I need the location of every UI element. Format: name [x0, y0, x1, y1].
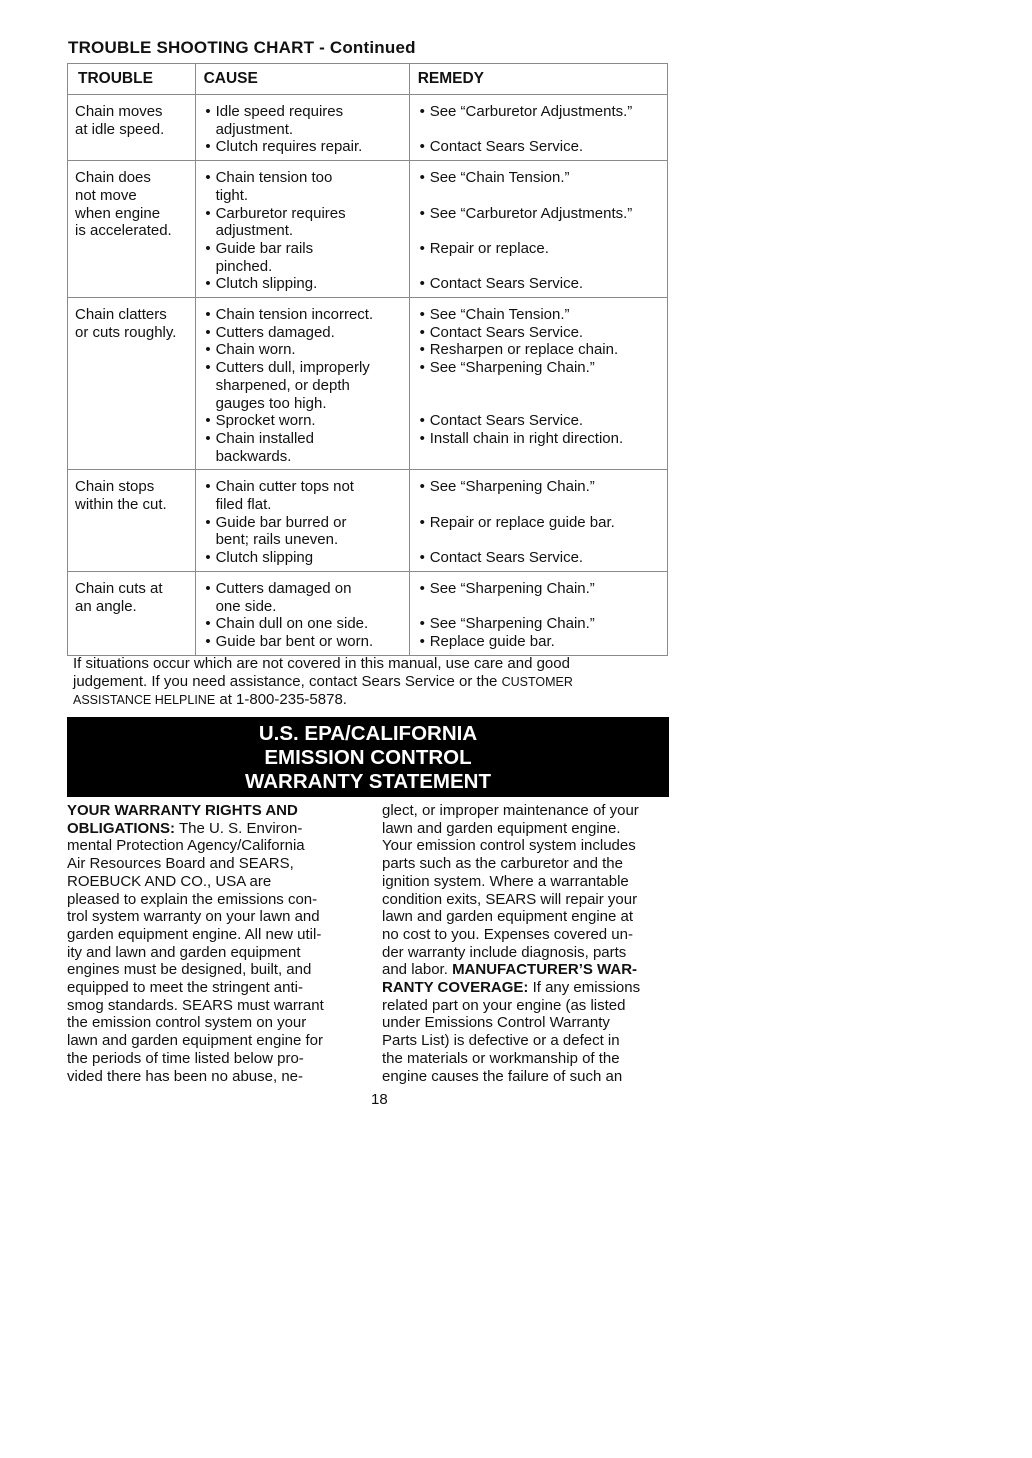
cause-item [201, 514, 407, 549]
trouble-line: within the cut. [75, 496, 167, 514]
warranty-banner [67, 717, 669, 797]
bullet-icon: • [419, 579, 425, 597]
bullet-icon: • [205, 412, 211, 430]
bullet-icon: • [205, 239, 211, 257]
note-text-2: judgement. If you need assistance, contact Sears Service or the [73, 672, 502, 690]
cause-item [201, 615, 407, 633]
bullet-icon: • [419, 615, 425, 633]
cause-item-line: filed flat. [215, 496, 272, 514]
trouble-line: at idle speed. [75, 120, 165, 138]
warranty-text-line: vided there has been no abuse, ne- [67, 1067, 304, 1085]
warranty-text-line: the emission control system on your [67, 1014, 307, 1032]
cause-item-line: Chain cutter tops not [215, 478, 354, 496]
warranty-text-line: mental Protection Agency/California [67, 837, 305, 855]
bullet-icon: • [419, 341, 425, 359]
table-header-row [68, 64, 668, 95]
bullet-icon: • [205, 204, 211, 222]
remedy-item [415, 430, 665, 465]
cause-item-line: Chain tension incorrect. [215, 306, 374, 324]
cause-item-line: backwards. [215, 447, 292, 465]
cause-item-line: Chain tension too [215, 169, 333, 187]
cause-item-line: sharpened, or depth [215, 376, 350, 394]
table-row [68, 470, 668, 572]
warranty-right-column [382, 802, 678, 1085]
warranty-text-line: ity and lawn and garden equipment [67, 943, 301, 961]
trouble-line: or cuts roughly. [75, 323, 177, 341]
remedy-item-line: See “Sharpening Chain.” [429, 615, 595, 633]
bullet-icon: • [205, 359, 211, 377]
bullet-icon: • [419, 429, 425, 447]
bullet-icon: • [205, 429, 211, 447]
remedy-item [415, 549, 665, 567]
warranty-text-line: lawn and garden equipment engine at [382, 908, 634, 926]
warranty-text-line: Air Resources Board and SEARS, [67, 855, 294, 873]
cause-item [201, 275, 407, 293]
warranty-text-line: YOUR WARRANTY RIGHTS AND [67, 802, 298, 819]
cause-item-line: Guide bar rails [215, 239, 314, 257]
note-text-1: If situations occur which are not covered in this manual, use care and good [73, 655, 570, 672]
remedy-item-line: Contact Sears Service. [429, 275, 584, 293]
trouble-cell [68, 95, 196, 161]
cause-item-line: gauges too high. [215, 394, 327, 412]
cause-item [201, 306, 407, 324]
remedy-item-line: See “Chain Tension.” [429, 306, 570, 324]
warranty-text-line: smog standards. SEARS must warrant [67, 996, 324, 1014]
bullet-icon: • [205, 615, 211, 633]
trouble-line: is accelerated. [75, 222, 172, 240]
warranty-text-line: Your emission control system includes [382, 837, 636, 855]
warranty-text-line: lawn and garden equipment engine for [67, 1032, 324, 1050]
banner-line: U.S. EPA/CALIFORNIA [258, 722, 478, 745]
remedy-cell [409, 470, 667, 572]
cause-item [201, 412, 407, 430]
trouble-cell [68, 298, 196, 470]
remedy-item [415, 240, 665, 275]
bullet-icon: • [419, 275, 425, 293]
remedy-cell [409, 161, 667, 298]
page-number: 18 [371, 1091, 388, 1108]
trouble-line: Chain cuts at [75, 579, 163, 597]
bullet-icon: • [419, 478, 425, 496]
remedy-item [415, 275, 665, 293]
remedy-item [415, 324, 665, 342]
warranty-text-line: garden equipment engine. All new util- [67, 925, 322, 943]
remedy-item [415, 359, 665, 412]
remedy-item-line: Resharpen or replace chain. [429, 341, 619, 359]
bullet-icon: • [419, 549, 425, 567]
cause-item-line: Idle speed requires [215, 103, 344, 120]
trouble-cell [68, 161, 196, 298]
remedy-item-line: Repair or replace guide bar. [429, 513, 615, 531]
cause-cell [195, 470, 409, 572]
warranty-text-line: the materials or workmanship of the [382, 1049, 620, 1067]
header-remedy: REMEDY [409, 64, 667, 95]
bullet-icon: • [205, 478, 211, 496]
bullet-icon: • [419, 323, 425, 341]
page-title: TROUBLE SHOOTING CHART - Continued [68, 38, 416, 57]
cause-item-line: tight. [215, 186, 249, 204]
warranty-text-line: and labor. MANUFACTURER’S WAR- [382, 961, 638, 979]
cause-item-line: Chain dull on one side. [215, 615, 369, 633]
remedy-item-line: Contact Sears Service. [429, 412, 584, 430]
cause-item-line: bent; rails uneven. [215, 531, 339, 549]
cause-cell [195, 571, 409, 655]
cause-item [201, 430, 407, 465]
warranty-text-line: condition exits, SEARS will repair your [382, 890, 638, 908]
trouble-cell [68, 571, 196, 655]
remedy-item [415, 341, 665, 359]
warranty-text-line: engine causes the failure of such an [382, 1067, 623, 1085]
bullet-icon: • [419, 239, 425, 257]
bullet-icon: • [419, 103, 425, 120]
warranty-left-column [67, 802, 363, 1085]
header-cause: CAUSE [195, 64, 409, 95]
cause-item [201, 549, 407, 567]
remedy-item-line: See “Carburetor Adjustments.” [429, 204, 633, 222]
cause-item [201, 138, 407, 156]
cause-item [201, 478, 407, 513]
remedy-item-line: Contact Sears Service. [429, 323, 584, 341]
cause-item-line: Guide bar burred or [215, 513, 347, 531]
cause-item-line: Clutch requires repair. [215, 138, 363, 156]
trouble-shooting-table [67, 63, 668, 656]
remedy-item [415, 169, 665, 204]
cause-item-line: adjustment. [215, 120, 294, 138]
bullet-icon: • [205, 103, 211, 120]
remedy-item-line: Repair or replace. [429, 239, 549, 257]
warranty-text-line: der warranty include diagnosis, parts [382, 943, 627, 961]
trouble-line: Chain clatters [75, 306, 167, 324]
bullet-icon: • [205, 341, 211, 359]
bullet-icon: • [205, 579, 211, 597]
trouble-line: not move [75, 186, 137, 204]
warranty-text-line: parts such as the carburetor and the [382, 855, 623, 873]
banner-line: WARRANTY STATEMENT [245, 770, 491, 793]
cause-item [201, 359, 407, 412]
cause-item-line: adjustment. [215, 222, 294, 240]
remedy-item-line: Contact Sears Service. [429, 138, 584, 156]
bullet-icon: • [419, 513, 425, 531]
warranty-text-line: OBLIGATIONS: The U. S. Environ- [67, 819, 303, 837]
warranty-text-line: glect, or improper maintenance of your [382, 802, 639, 819]
warranty-text-line: ignition system. Where a warrantable [382, 872, 629, 890]
cause-cell [195, 298, 409, 470]
remedy-item-line: See “Chain Tension.” [429, 169, 570, 187]
bullet-icon: • [419, 306, 425, 324]
cause-item-line: Clutch slipping [215, 549, 314, 567]
remedy-item [415, 138, 665, 156]
bullet-icon: • [419, 138, 425, 156]
bullet-icon: • [419, 632, 425, 650]
bullet-icon: • [205, 138, 211, 156]
warranty-text-line: lawn and garden equipment engine. [382, 819, 621, 837]
warranty-text-line: the periods of time listed below pro- [67, 1049, 304, 1067]
remedy-item-line: Contact Sears Service. [429, 549, 584, 567]
bullet-icon: • [419, 412, 425, 430]
bullet-icon: • [205, 275, 211, 293]
cause-item-line: Sprocket worn. [215, 412, 316, 430]
cause-item [201, 580, 407, 615]
bullet-icon: • [205, 169, 211, 187]
cause-item [201, 324, 407, 342]
warranty-text-line: Parts List) is defective or a defect in [382, 1032, 620, 1050]
table-row [68, 161, 668, 298]
warranty-text-line: related part on your engine (as listed [382, 996, 626, 1014]
cause-item-line: Cutters damaged on [215, 579, 352, 597]
cause-item [201, 240, 407, 275]
remedy-item-line: Replace guide bar. [429, 632, 555, 650]
cause-item [201, 169, 407, 204]
warranty-text-line: under Emissions Control Warranty [382, 1014, 610, 1032]
trouble-line: when engine [75, 204, 161, 222]
bullet-icon: • [205, 323, 211, 341]
remedy-item [415, 478, 665, 513]
remedy-item-line: See “Carburetor Adjustments.” [429, 103, 633, 120]
warranty-text-line: RANTY COVERAGE: If any emissions [382, 979, 641, 997]
note-small-2: ASSISTANCE HELPLINE [73, 693, 216, 707]
trouble-line: Chain does [75, 169, 151, 187]
cause-item-line: Cutters dull, improperly [215, 359, 370, 377]
remedy-item [415, 306, 665, 324]
cause-item-line: Chain worn. [215, 341, 296, 359]
header-trouble: TROUBLE [68, 64, 196, 95]
warranty-text-line: no cost to you. Expenses covered un- [382, 925, 633, 943]
banner-line: EMISSION CONTROL [264, 746, 472, 769]
trouble-line: Chain moves [75, 103, 163, 120]
bullet-icon: • [419, 204, 425, 222]
cause-item [201, 205, 407, 240]
trouble-cell [68, 470, 196, 572]
table-row [68, 571, 668, 655]
cause-item-line: one side. [215, 597, 277, 615]
remedy-item-line: Install chain in right direction. [429, 429, 624, 447]
remedy-item [415, 103, 665, 138]
trouble-line: Chain stops [75, 478, 155, 496]
remedy-item-line: See “Sharpening Chain.” [429, 478, 595, 496]
bullet-icon: • [205, 306, 211, 324]
table-row [68, 95, 668, 161]
bullet-icon: • [419, 169, 425, 187]
remedy-cell [409, 571, 667, 655]
cause-item [201, 341, 407, 359]
bullet-icon: • [205, 513, 211, 531]
trouble-line: an angle. [75, 597, 137, 615]
table-row [68, 298, 668, 470]
cause-cell [195, 161, 409, 298]
note-small-1: CUSTOMER [501, 674, 573, 689]
cause-item-line: Guide bar bent or worn. [215, 632, 374, 650]
remedy-cell [409, 95, 667, 161]
cause-item-line: Chain installed [215, 429, 314, 447]
cause-item-line: Cutters damaged. [215, 323, 335, 341]
cause-item-line: pinched. [215, 257, 273, 275]
bullet-icon: • [205, 632, 211, 650]
warranty-text-line: trol system warranty on your lawn and [67, 908, 320, 926]
cause-item-line: Carburetor requires [215, 204, 346, 222]
remedy-item-line: See “Sharpening Chain.” [429, 359, 595, 377]
remedy-cell [409, 298, 667, 470]
bullet-icon: • [419, 359, 425, 377]
warranty-text-line: equipped to meet the stringent anti- [67, 979, 303, 997]
assistance-note [73, 655, 673, 710]
warranty-text-line: engines must be designed, built, and [67, 961, 312, 979]
cause-item-line: Clutch slipping. [215, 275, 318, 293]
remedy-item-line: See “Sharpening Chain.” [429, 579, 595, 597]
cause-item [201, 633, 407, 651]
remedy-item [415, 580, 665, 615]
cause-item [201, 103, 407, 138]
remedy-item [415, 514, 665, 549]
remedy-item [415, 412, 665, 430]
remedy-item [415, 615, 665, 633]
bullet-icon: • [205, 549, 211, 567]
warranty-text-line: ROEBUCK AND CO., USA are [67, 872, 272, 890]
remedy-item [415, 633, 665, 651]
note-text-3: at 1-800-235-5878. [215, 691, 347, 708]
cause-cell [195, 95, 409, 161]
remedy-item [415, 205, 665, 240]
warranty-text-line: pleased to explain the emissions con- [67, 890, 318, 908]
